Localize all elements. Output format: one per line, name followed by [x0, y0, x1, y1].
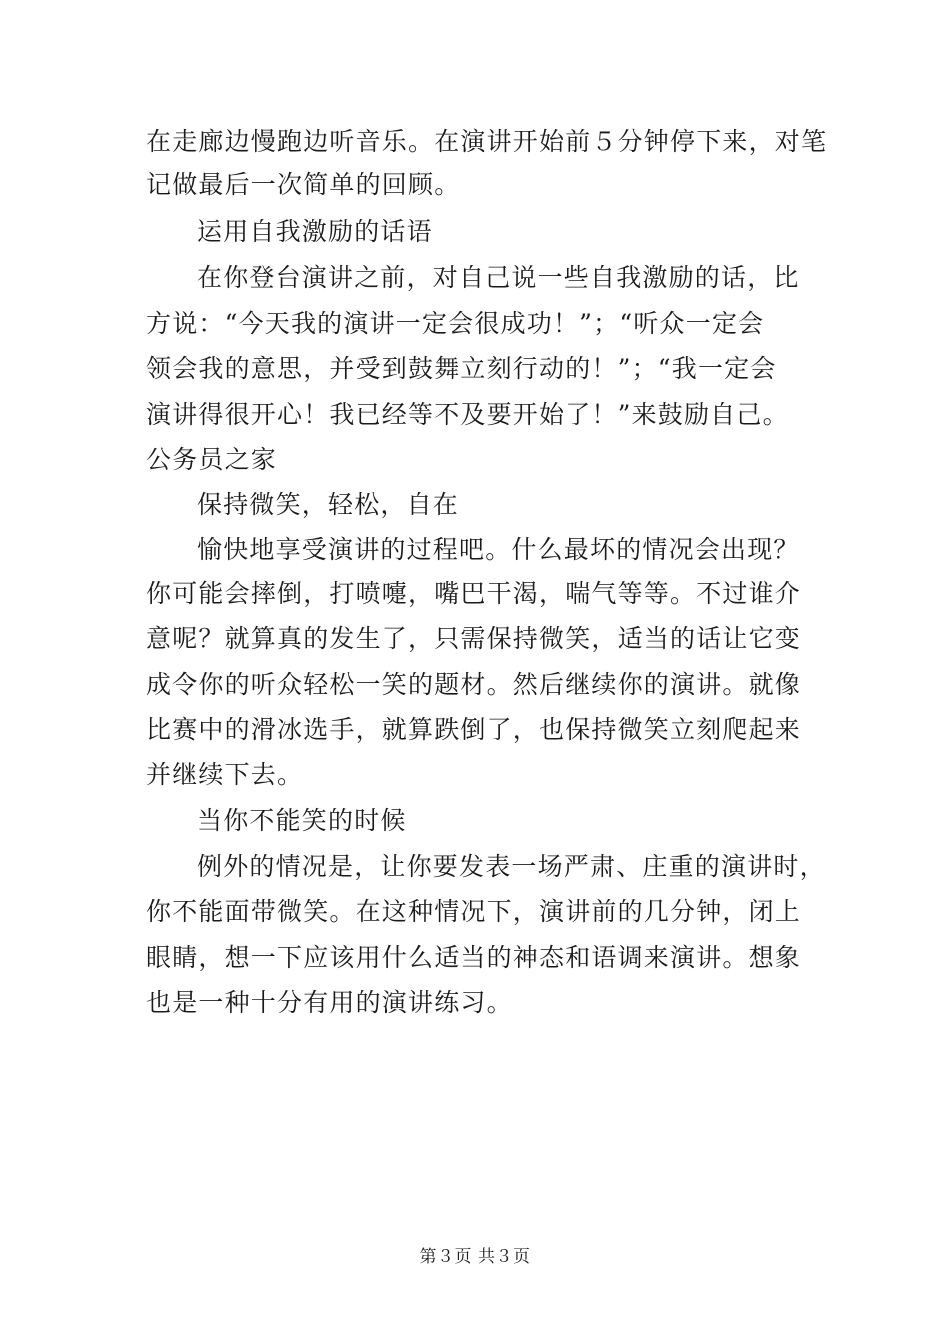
paragraph-line: 意呢？就算真的发生了，只需保持微笑，适当的话让它变 [146, 624, 802, 653]
paragraph-line: 记做最后一次简单的回顾。 [146, 170, 461, 199]
section-heading: 运用自我激励的话语 [197, 217, 433, 246]
paragraph-line: 并继续下去。 [146, 760, 304, 789]
paragraph-line: 愉快地享受演讲的过程吧。什么最坏的情况会出现？ [197, 535, 800, 564]
paragraph-line: 演讲得很开心！我已经等不及要开始了！”来鼓励自己。 [146, 400, 789, 429]
page-number-footer: 第３页 共３页 [419, 1247, 531, 1267]
paragraph-line: 例外的情况是，让你要发表一场严肃、庄重的演讲时， [197, 852, 826, 881]
section-heading: 当你不能笑的时候 [197, 806, 407, 835]
paragraph-line: 领会我的意思，并受到鼓舞立刻行动的！”；“我一定会 [146, 354, 777, 383]
paragraph-line: 公务员之家 [146, 445, 278, 474]
paragraph-line: 也是一种十分有用的演讲练习。 [146, 988, 513, 1017]
paragraph-line: 比赛中的滑冰选手，就算跌倒了，也保持微笑立刻爬起来 [146, 715, 802, 744]
paragraph-line: 你可能会摔倒，打喷嚏，嘴巴干渴，喘气等等。不过谁介 [146, 579, 802, 608]
paragraph-line: 眼睛，想一下应该用什么适当的神态和语调来演讲。想象 [146, 943, 802, 972]
paragraph-line: 你不能面带微笑。在这种情况下，演讲前的几分钟，闭上 [146, 897, 802, 926]
paragraph-line: 在你登台演讲之前，对自己说一些自我激励的话，比 [197, 263, 800, 292]
paragraph-line: 成令你的听众轻松一笑的题材。然后继续你的演讲。就像 [146, 670, 802, 699]
paragraph-line: 在走廊边慢跑边听音乐。在演讲开始前５分钟停下来，对笔 [146, 127, 828, 156]
section-heading: 保持微笑，轻松，自在 [197, 490, 460, 519]
paragraph-line: 方说：“今天我的演讲一定会很成功！”；“听众一定会 [146, 309, 765, 338]
